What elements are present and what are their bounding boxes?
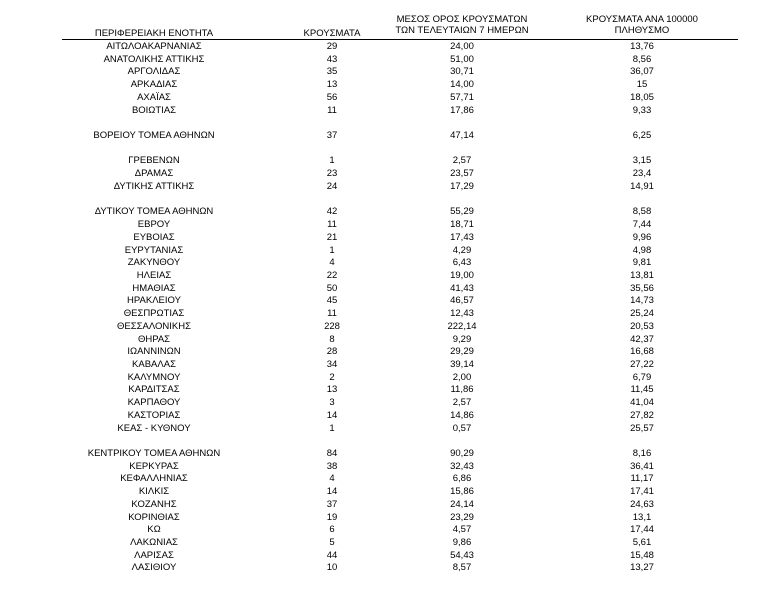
region-cell: ΚΑΒΑΛΑΣ <box>132 358 176 370</box>
region-cell: ΚΕΑΣ - ΚΥΘΝΟΥ <box>117 422 191 434</box>
spacer-row <box>0 194 770 207</box>
table-row <box>0 550 770 563</box>
cases-cell: 23 <box>326 168 338 180</box>
cases-cell: 21 <box>326 231 338 243</box>
per100k-cell: 9,33 <box>632 104 652 116</box>
per100k-cell: 3,15 <box>632 155 652 167</box>
cases-cell: 1 <box>329 155 335 167</box>
cases-cell: 22 <box>326 269 338 281</box>
per100k-cell: 11,45 <box>630 384 654 396</box>
cases-cell: 228 <box>324 320 340 332</box>
cases-cell: 34 <box>326 358 338 370</box>
table-row <box>0 359 770 372</box>
cases-cell: 3 <box>329 397 335 409</box>
avg7-cell: 57,71 <box>450 91 474 103</box>
region-cell: ΘΕΣΠΡΩΤΙΑΣ <box>123 308 185 320</box>
table-row <box>0 130 770 143</box>
per100k-cell: 24,63 <box>630 498 654 510</box>
table-row <box>0 219 770 232</box>
header-col-region: ΠΕΡΙΦΕΡΕΙΑΚΗ ΕΝΟΤΗΤΑ <box>94 28 214 39</box>
per100k-cell: 18,05 <box>630 91 654 103</box>
table-row <box>0 423 770 436</box>
spacer-row <box>0 435 770 448</box>
region-cell: ΓΡΕΒΕΝΩΝ <box>128 155 180 167</box>
avg7-cell: 0,57 <box>452 422 472 434</box>
avg7-cell: 23,57 <box>450 168 474 180</box>
cases-cell: 29 <box>326 41 338 52</box>
table-row <box>0 232 770 245</box>
region-cell: ΚΟΡΙΝΘΙΑΣ <box>128 511 180 523</box>
cases-cell: 11 <box>327 219 337 231</box>
cases-cell: 11 <box>327 308 337 320</box>
avg7-cell: 11,86 <box>450 384 474 396</box>
data-table-body <box>0 41 770 575</box>
header-divider <box>62 39 738 40</box>
avg7-cell: 2,00 <box>452 371 472 383</box>
cases-cell: 4 <box>329 473 335 485</box>
region-cell: ΘΗΡΑΣ <box>137 333 171 345</box>
avg7-cell: 32,43 <box>450 460 474 472</box>
region-cell: ΛΑΚΩΝΙΑΣ <box>130 537 178 549</box>
avg7-cell: 17,43 <box>450 231 474 243</box>
cases-cell: 5 <box>329 537 335 549</box>
region-cell: ΘΕΣΣΑΛΟΝΙΚΗΣ <box>117 320 191 332</box>
cases-cell: 45 <box>326 295 338 307</box>
avg7-cell: 90,29 <box>450 448 474 459</box>
spacer-row <box>0 117 770 130</box>
per100k-cell: 23,4 <box>632 168 652 180</box>
avg7-cell: 30,71 <box>450 66 474 78</box>
per100k-cell: 25,24 <box>630 308 654 320</box>
per100k-cell: 13,76 <box>630 41 654 52</box>
table-row <box>0 461 770 474</box>
avg7-cell: 46,57 <box>450 295 474 307</box>
table-row <box>0 257 770 270</box>
region-cell: ΖΑΚΥΝΘΟΥ <box>127 257 181 269</box>
table-row <box>0 270 770 283</box>
region-cell: ΑΧΑΪΑΣ <box>137 91 171 103</box>
table-row <box>0 283 770 296</box>
avg7-cell: 2,57 <box>452 397 472 409</box>
per100k-cell: 41,04 <box>630 397 654 409</box>
cases-cell: 37 <box>326 130 338 142</box>
table-row <box>0 448 770 461</box>
per100k-cell: 27,82 <box>630 409 654 421</box>
avg7-cell: 222,14 <box>447 320 477 332</box>
avg7-cell: 6,43 <box>452 257 472 269</box>
region-cell: ΛΑΣΙΘΙΟΥ <box>131 562 177 574</box>
per100k-cell: 9,96 <box>632 231 652 243</box>
per100k-cell: 13,27 <box>630 562 654 574</box>
table-row <box>0 41 770 54</box>
header-col-per100k <box>561 14 723 36</box>
avg7-cell: 14,86 <box>450 409 474 421</box>
cases-cell: 6 <box>329 524 335 536</box>
region-cell: ΔΥΤΙΚΟΥ ΤΟΜΕΑ ΑΘΗΝΩΝ <box>94 206 214 218</box>
avg7-cell: 8,57 <box>452 562 472 574</box>
table-row <box>0 372 770 385</box>
cases-cell: 24 <box>326 180 338 192</box>
per100k-cell: 11,17 <box>630 473 654 485</box>
per100k-cell: 42,37 <box>630 333 654 345</box>
per100k-cell: 8,56 <box>632 53 652 65</box>
avg7-cell: 2,57 <box>452 155 472 167</box>
cases-cell: 4 <box>329 257 335 269</box>
cases-cell: 13 <box>326 384 338 396</box>
region-cell: ΛΑΡΙΣΑΣ <box>134 549 174 561</box>
table-row <box>0 346 770 359</box>
table-row <box>0 397 770 410</box>
region-cell: ΚΩ <box>147 524 161 536</box>
header-col-avg7 <box>380 14 544 36</box>
cases-cell: 1 <box>329 244 335 256</box>
region-cell: ΗΛΕΙΑΣ <box>136 269 172 281</box>
region-cell: ΚΑΡΔΙΤΣΑΣ <box>128 384 180 396</box>
table-row <box>0 245 770 258</box>
table-row <box>0 54 770 67</box>
avg7-cell: 18,71 <box>450 219 474 231</box>
table-row <box>0 512 770 525</box>
cases-cell: 14 <box>326 486 338 498</box>
avg7-cell: 55,29 <box>450 206 474 218</box>
region-cell: ΗΡΑΚΛΕΙΟΥ <box>127 295 181 307</box>
region-cell: ΕΥΒΟΙΑΣ <box>133 231 175 243</box>
avg7-cell: 9,86 <box>452 537 472 549</box>
cases-cell: 11 <box>327 104 337 116</box>
table-row <box>0 486 770 499</box>
cases-cell: 10 <box>326 562 338 574</box>
per100k-cell: 4,98 <box>632 244 652 256</box>
cases-cell: 19 <box>326 511 338 523</box>
table-row <box>0 384 770 397</box>
header-col-avg7-line1: ΜΕΣΟΣ ΟΡΟΣ ΚΡΟΥΣΜΑΤΩΝ <box>396 14 528 25</box>
cases-cell: 84 <box>326 448 338 459</box>
header-col-cases: ΚΡΟΥΣΜΑΤΑ <box>303 28 361 39</box>
region-cell: ΚΟΖΑΝΗΣ <box>131 498 177 510</box>
per100k-cell: 15 <box>636 79 648 91</box>
table-row <box>0 66 770 79</box>
cases-cell: 37 <box>326 498 338 510</box>
table-row <box>0 524 770 537</box>
table-row <box>0 499 770 512</box>
cases-cell: 42 <box>326 206 338 218</box>
region-cell: ΚΑΣΤΟΡΙΑΣ <box>127 409 181 421</box>
region-cell: ΑΡΓΟΛΙΔΑΣ <box>127 66 181 78</box>
spacer-row <box>0 143 770 156</box>
region-cell: ΑΙΤΩΛΟΑΚΑΡΝΑΝΙΑΣ <box>106 41 202 52</box>
cases-cell: 28 <box>326 346 338 358</box>
per100k-cell: 8,16 <box>632 448 652 459</box>
avg7-cell: 15,86 <box>450 486 474 498</box>
table-row <box>0 410 770 423</box>
table-row <box>0 105 770 118</box>
region-cell: ΚΑΛΥΜΝΟΥ <box>127 371 181 383</box>
avg7-cell: 6,86 <box>452 473 472 485</box>
header-col-per100k-line1: ΚΡΟΥΣΜΑΤΑ ΑΝΑ 100000 <box>586 14 698 25</box>
table-row <box>0 334 770 347</box>
region-cell: ΚΕΝΤΡΙΚΟΥ ΤΟΜΕΑ ΑΘΗΝΩΝ <box>87 448 221 459</box>
per100k-cell: 6,79 <box>632 371 652 383</box>
avg7-cell: 4,57 <box>452 524 472 536</box>
cases-cell: 38 <box>326 460 338 472</box>
per100k-cell: 25,57 <box>630 422 654 434</box>
avg7-cell: 12,43 <box>450 308 474 320</box>
cases-cell: 8 <box>329 333 335 345</box>
avg7-cell: 47,14 <box>450 130 474 142</box>
cases-cell: 35 <box>326 66 338 78</box>
table-row <box>0 562 770 575</box>
header-col-avg7-line2: ΤΩΝ ΤΕΛΕΥΤΑΙΩΝ 7 ΗΜΕΡΩΝ <box>395 25 529 36</box>
per100k-cell: 17,44 <box>630 524 654 536</box>
table-row <box>0 79 770 92</box>
region-cell: ΒΟΙΩΤΙΑΣ <box>131 104 177 116</box>
region-cell: ΚΕΡΚΥΡΑΣ <box>129 460 179 472</box>
region-cell: ΙΩΑΝΝΙΝΩΝ <box>127 346 181 358</box>
cases-cell: 1 <box>329 422 335 434</box>
avg7-cell: 14,00 <box>450 79 474 91</box>
region-cell: ΕΒΡΟΥ <box>137 219 171 231</box>
avg7-cell: 23,29 <box>450 511 474 523</box>
avg7-cell: 41,43 <box>450 282 474 294</box>
avg7-cell: 4,29 <box>452 244 472 256</box>
cases-cell: 2 <box>329 371 335 383</box>
region-cell: ΔΥΤΙΚΗΣ ΑΤΤΙΚΗΣ <box>113 180 195 192</box>
per100k-cell: 20,53 <box>630 320 654 332</box>
per100k-cell: 13,1 <box>632 511 652 523</box>
avg7-cell: 29,29 <box>450 346 474 358</box>
per100k-cell: 17,41 <box>630 486 654 498</box>
header-col-per100k-line2: ΠΛΗΘΥΣΜΟ <box>614 25 670 36</box>
per100k-cell: 16,68 <box>630 346 654 358</box>
cases-cell: 14 <box>326 409 338 421</box>
table-row <box>0 168 770 181</box>
per100k-cell: 36,07 <box>630 66 654 78</box>
region-cell: ΕΥΡΥΤΑΝΙΑΣ <box>124 244 184 256</box>
region-cell: ΑΡΚΑΔΙΑΣ <box>130 79 178 91</box>
region-cell: ΚΕΦΑΛΛΗΝΙΑΣ <box>120 473 188 485</box>
cases-cell: 56 <box>326 91 338 103</box>
cases-cell: 50 <box>326 282 338 294</box>
region-cell: ΑΝΑΤΟΛΙΚΗΣ ΑΤΤΙΚΗΣ <box>103 53 205 65</box>
avg7-cell: 17,29 <box>450 180 474 192</box>
per100k-cell: 14,91 <box>630 180 654 192</box>
table-row <box>0 537 770 550</box>
table-row <box>0 308 770 321</box>
avg7-cell: 54,43 <box>450 549 474 561</box>
per100k-cell: 14,73 <box>630 295 654 307</box>
cases-cell: 13 <box>326 79 338 91</box>
region-cell: ΚΑΡΠΑΘΟΥ <box>127 397 181 409</box>
avg7-cell: 24,14 <box>450 498 474 510</box>
cases-cell: 44 <box>326 549 338 561</box>
table-row <box>0 473 770 486</box>
table-row <box>0 181 770 194</box>
per100k-cell: 7,44 <box>632 219 652 231</box>
avg7-cell: 17,86 <box>450 104 474 116</box>
per100k-cell: 9,81 <box>632 257 652 269</box>
per100k-cell: 35,56 <box>630 282 654 294</box>
per100k-cell: 6,25 <box>632 130 652 142</box>
per100k-cell: 36,41 <box>630 460 654 472</box>
table-row <box>0 295 770 308</box>
per100k-cell: 27,22 <box>630 358 654 370</box>
region-cell: ΔΡΑΜΑΣ <box>134 168 174 180</box>
table-row <box>0 321 770 334</box>
region-cell: ΗΜΑΘΙΑΣ <box>132 282 176 294</box>
region-cell: ΚΙΛΚΙΣ <box>138 486 170 498</box>
region-cell: ΒΟΡΕΙΟΥ ΤΟΜΕΑ ΑΘΗΝΩΝ <box>93 130 215 142</box>
avg7-cell: 39,14 <box>450 358 474 370</box>
cases-cell: 43 <box>326 53 338 65</box>
per100k-cell: 13,81 <box>630 269 654 281</box>
avg7-cell: 19,00 <box>450 269 474 281</box>
per100k-cell: 8,58 <box>632 206 652 218</box>
avg7-cell: 51,00 <box>450 53 474 65</box>
table-row <box>0 155 770 168</box>
table-row <box>0 206 770 219</box>
per100k-cell: 15,48 <box>630 549 654 561</box>
avg7-cell: 9,29 <box>452 333 472 345</box>
avg7-cell: 24,00 <box>450 41 474 52</box>
per100k-cell: 5,61 <box>632 537 652 549</box>
table-row <box>0 92 770 105</box>
